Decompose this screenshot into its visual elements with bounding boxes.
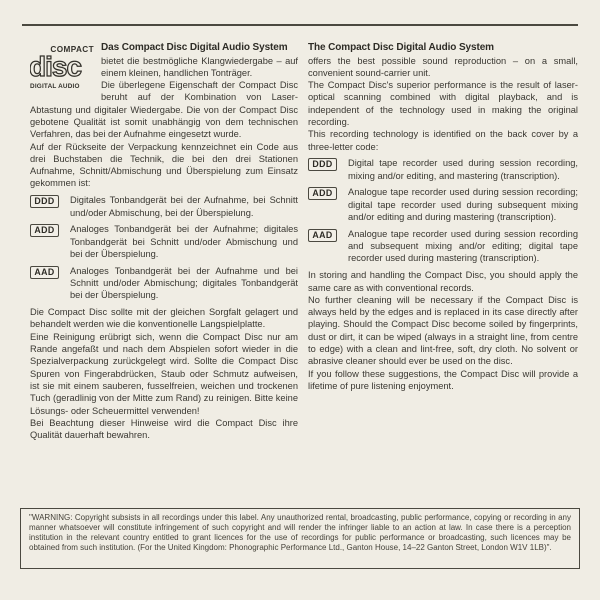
english-code-item-ddd (308, 157, 578, 182)
english-title: The Compact Disc Digital Audio System (308, 42, 494, 53)
german-ddd-description: Digitales Tonbandgerät bei der Aufnahme, bei Schnitt und/oder Abmischung, bei der Überspielung. (70, 195, 298, 218)
add-code-box: ADD (308, 187, 337, 200)
german-para-storage: Die Compact Disc sollte mit der gleichen Sorgfalt gelagert und behandelt werden wie die konventionelle Langspielplatte. (30, 307, 298, 330)
compact-disc-logo-graphic (30, 43, 94, 89)
english-aad-description: Analogue tape recorder used during session recording and subsequent mixing and/or editing; digital tape recorder used during mastering (transcription). (348, 228, 578, 264)
german-para-cleaning: Eine Reinigung erübrigt sich, wenn die Compact Disc nur am Rande angefaßt und nach dem Abspielen sofort wieder in die Spezialverpackung zurückgelegt wird. Sollte die Compact Disc Spuren von Fingerabdrücken, Staub oder Schmutz aufweisen, ist sie mit einem sauberen, fusselfreien, weichen und trockenen Tuch (geradlinig von der Mitte zum Rand) zu reinigen. Bitte keine Lösungs- oder Scheuermittel verwenden! (30, 331, 298, 416)
logo-disc-text: disc (30, 51, 82, 82)
german-intro: bietet die bestmögliche Klangwiedergabe – auf einem kleinen, handlichen Tonträger. (101, 55, 298, 78)
aad-code-box: AAD (30, 266, 59, 279)
warning-box (20, 508, 580, 569)
english-code-item-add (308, 186, 578, 223)
ddd-code-box: DDD (308, 158, 337, 171)
ddd-code-box: DDD (30, 195, 59, 208)
german-code-item-aad (30, 265, 298, 302)
german-column (30, 42, 298, 441)
english-para-laser: The Compact Disc's superior performance is the result of laser-optical scanning combined with digital playback, and is independent of the technology used in making the original recording. (308, 80, 578, 127)
english-code-item-aad (308, 228, 578, 265)
compact-disc-logo (30, 43, 94, 89)
german-para-quality: Bei Beachtung dieser Hinweise wird die Compact Disc ihre Qualität dauerhaft bewahren. (30, 417, 298, 441)
english-para-cleaning: No further cleaning will be necessary if the Compact Disc is always held by the edges and is replaced in its case directly after playing. Should the Compact Disc become soiled by fingerprints, dust or dirt, it can be wiped (always in a straight line, from centre to edge) with a clean and lint-free, soft, dry cloth. No solvent or abrasive cleaner should ever be used on the disc. (308, 294, 578, 367)
aad-code-box: AAD (308, 229, 337, 242)
german-aad-description: Analoges Tonbandgerät bei der Aufnahme und bei Schnitt und/oder Abmischung; digitales Tonbandgerät bei der Überspielung. (70, 265, 298, 301)
german-para-code: Auf der Rückseite der Verpackung kennzeichnet ein Code aus drei Buchstaben die Technik, die bei den drei Stationen Aufnahme, Schnitt/Abmischung und Überspielung zum Einsatz gekommen ist: (30, 141, 298, 189)
english-para-storage: In storing and handling the Compact Disc, you should apply the same care as with conventional records. (308, 270, 578, 293)
logo-digital-audio-text: DIGITAL AUDIO (30, 83, 80, 89)
german-para-laser: Die überlegene Eigenschaft der Compact Disc beruht auf der Kombination von Laser-Abtastung und digitaler Wiedergabe. Die von der Compact Disc gebotene Qualität ist somit unabhängig von dem technischen Verfahren, das bei der Aufnahme eingesetzt wurde. (30, 80, 298, 140)
german-title: Das Compact Disc Digital Audio System (101, 42, 288, 53)
logo-compact-text: COMPACT (50, 45, 94, 54)
english-intro: offers the best possible sound reproduction – on a small, convenient sound-carrier unit. (308, 55, 578, 78)
english-para-code: This recording technology is identified on the back cover by a three-letter code: (308, 129, 578, 152)
english-add-description: Analogue tape recorder used during session recording; digital tape recorder used during subsequent mixing and/or editing and during mastering (transcription). (348, 187, 578, 223)
german-code-item-add (30, 223, 298, 260)
top-rule (22, 24, 578, 26)
german-code-item-ddd (30, 194, 298, 219)
english-ddd-description: Digital tape recorder used during session recording, mixing and/or editing, and mastering (transcription). (348, 158, 578, 181)
add-code-box: ADD (30, 224, 59, 237)
german-add-description: Analoges Tonbandgerät bei der Aufnahme; digitales Tonbandgerät bei Schnitt und/oder Abmischung und bei der Überspielung. (70, 224, 298, 259)
english-column (308, 42, 578, 392)
warning-text: "WARNING: Copyright subsists in all recordings under this label. Any unauthorized rental, broadcasting, public performance, copying or recording in any manner whatsoever will constitute infringement of such copyright and will render the infringer liable to an action at law. In case there is a perception institution in the relevant country entitled to grant licences for the use of recordings for public performance or broadcasting, such licences may be obtained from such institution. (For the United Kingdom: Phonographic Performance Ltd., Ganton House, 14–22 Ganton Street, London W1V 1LB)". (29, 512, 571, 553)
english-para-enjoyment: If you follow these suggestions, the Compact Disc will provide a lifetime of pure listening enjoyment. (308, 368, 578, 391)
